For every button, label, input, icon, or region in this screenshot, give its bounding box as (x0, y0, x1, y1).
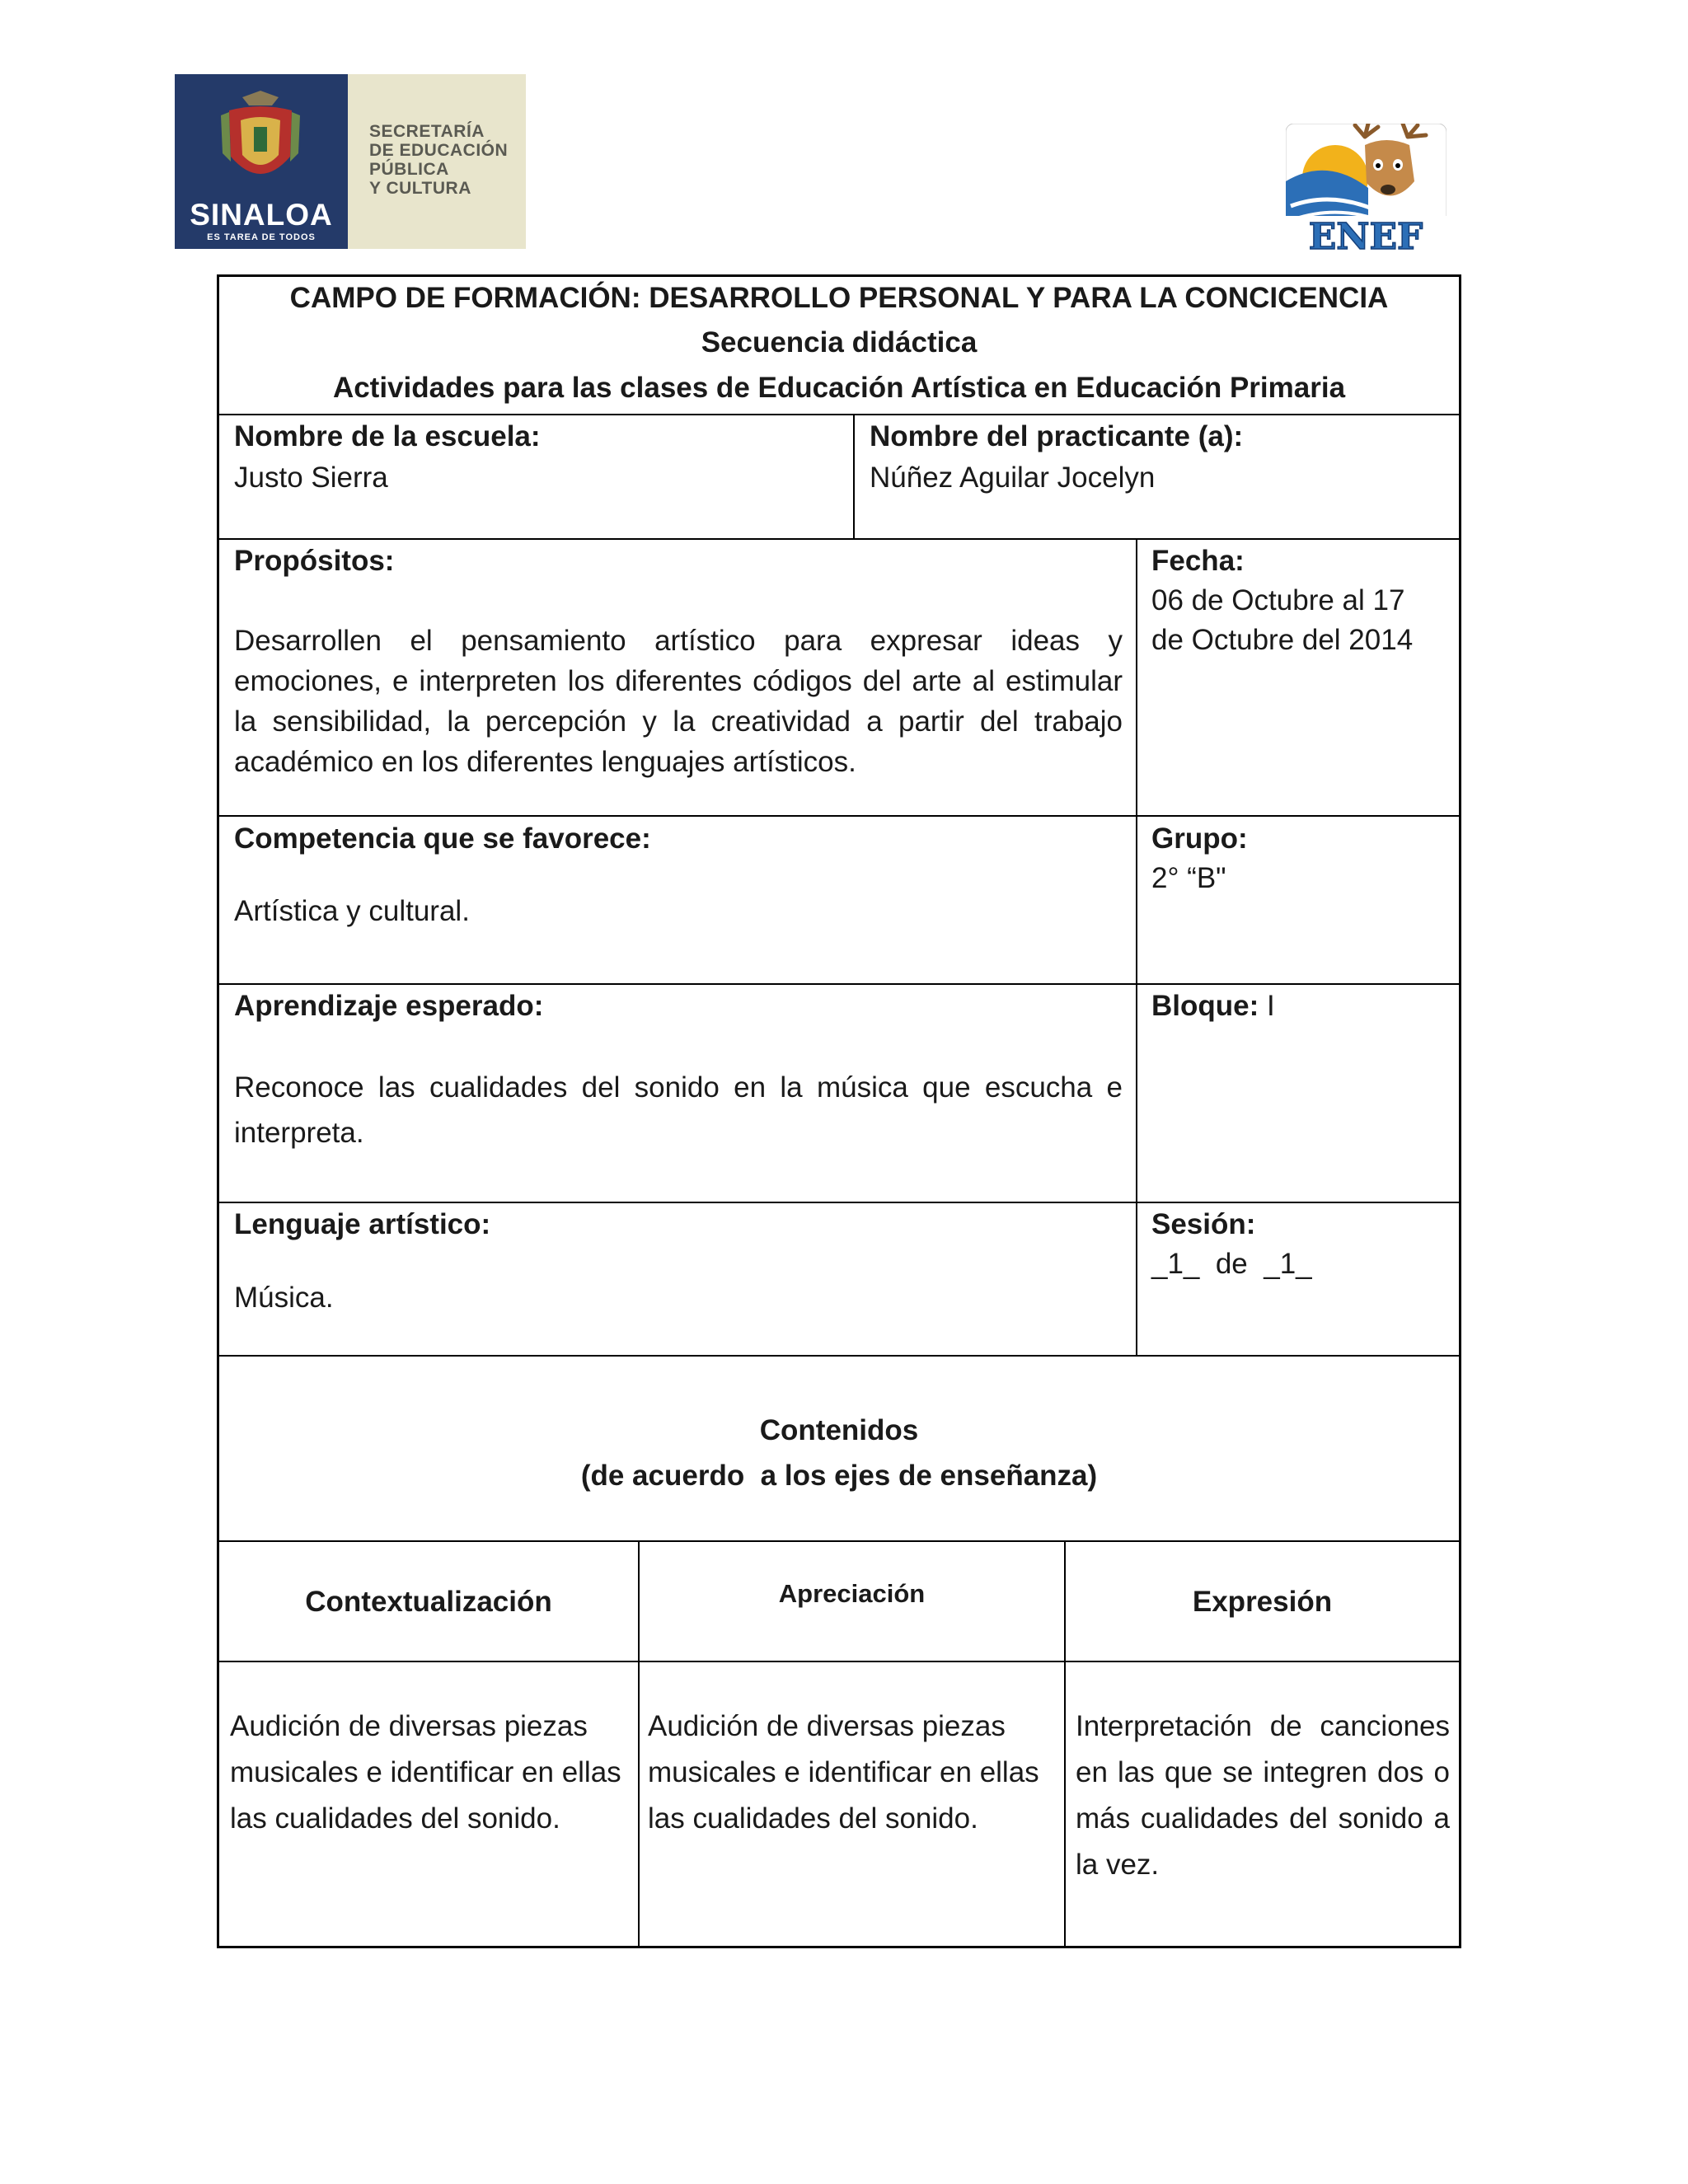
sep-logo-text (348, 74, 526, 249)
school-label: Nombre de la escuela: (234, 420, 541, 452)
block-value: I (1267, 990, 1275, 1022)
contents-subtitle: (de acuerdo a los ejes de enseñanza) (580, 1460, 1098, 1492)
lesson-plan-table (217, 274, 1461, 1948)
axis-content-contextualization: Audición de diversas piezas musicales e identificar en ellas las cualidades del sonido. (230, 1710, 621, 1835)
block-label: Bloque: (1151, 990, 1259, 1022)
block-field (1151, 987, 1275, 1025)
date-range-end: de Octubre del 2014 (1151, 624, 1414, 656)
sep-logo (175, 74, 526, 249)
language-label: Lenguaje artístico: (234, 1208, 491, 1240)
sep-logo-line: Y CULTURA (369, 179, 471, 198)
purposes-label: Propósitos: (234, 545, 395, 577)
purposes-text: Desarrollen el pensamiento artístico para expresar ideas y emociones, e interpreten los diferentes códigos del arte al estimular la sensibilidad, la percepción y la creatividad a partir del trabajo académico en los diferentes lenguajes artísticos. (234, 625, 1123, 778)
session-label: Sesión: (1151, 1208, 1256, 1240)
competence-value: Artística y cultural. (234, 895, 470, 927)
trainee-label: Nombre del practicante (a): (870, 420, 1244, 452)
sep-logo-tagline: ES TAREA DE TODOS (207, 232, 316, 242)
header-subtitle: Secuencia didáctica (701, 326, 978, 359)
date-label: Fecha: (1151, 545, 1245, 577)
axis-header-contextualization: Contextualización (305, 1586, 552, 1618)
sep-logo-line: SECRETARÍA (369, 122, 485, 141)
contents-title: Contenidos (759, 1414, 919, 1446)
session-value: _1_ de _1_ (1151, 1248, 1312, 1280)
sep-logo-line: PÚBLICA (369, 160, 449, 179)
header-description: Actividades para las clases de Educación Artística en Educación Primaria (332, 372, 1346, 404)
learning-label: Aprendizaje esperado: (234, 990, 544, 1022)
coat-of-arms-icon (218, 91, 303, 191)
language-value: Música. (234, 1282, 334, 1314)
competence-label: Competencia que se favorece: (234, 823, 651, 855)
trainee-name: Núñez Aguilar Jocelyn (870, 462, 1156, 494)
date-range-start: 06 de Octubre al 17 (1151, 584, 1405, 616)
axis-content-expression: Interpretación de canciones en las que se integren dos o más cualidades del sonido a la vez. (1076, 1710, 1450, 1881)
school-name: Justo Sierra (234, 462, 388, 494)
sep-logo-line: DE EDUCACIÓN (369, 141, 509, 160)
group-label: Grupo: (1151, 823, 1248, 855)
group-value: 2° “B" (1151, 862, 1226, 894)
axis-header-appreciation: Apreciación (778, 1579, 926, 1608)
axis-header-expression: Expresión (1192, 1586, 1333, 1618)
sinaloa-logo (175, 74, 348, 249)
sep-logo-name: SINALOA (190, 198, 333, 232)
header-title: CAMPO DE FORMACIÓN: DESARROLLO PERSONAL Y PARA LA CONCICENCIA (289, 282, 1389, 314)
axis-content-appreciation: Audición de diversas piezas musicales e identificar en ellas las cualidades del sonido. (648, 1710, 1039, 1835)
enef-logo-text: ENEF (1308, 216, 1423, 257)
enef-logo (1286, 124, 1447, 257)
learning-text: Reconoce las cualidades del sonido en la música que escucha e interpreta. (234, 1071, 1123, 1149)
